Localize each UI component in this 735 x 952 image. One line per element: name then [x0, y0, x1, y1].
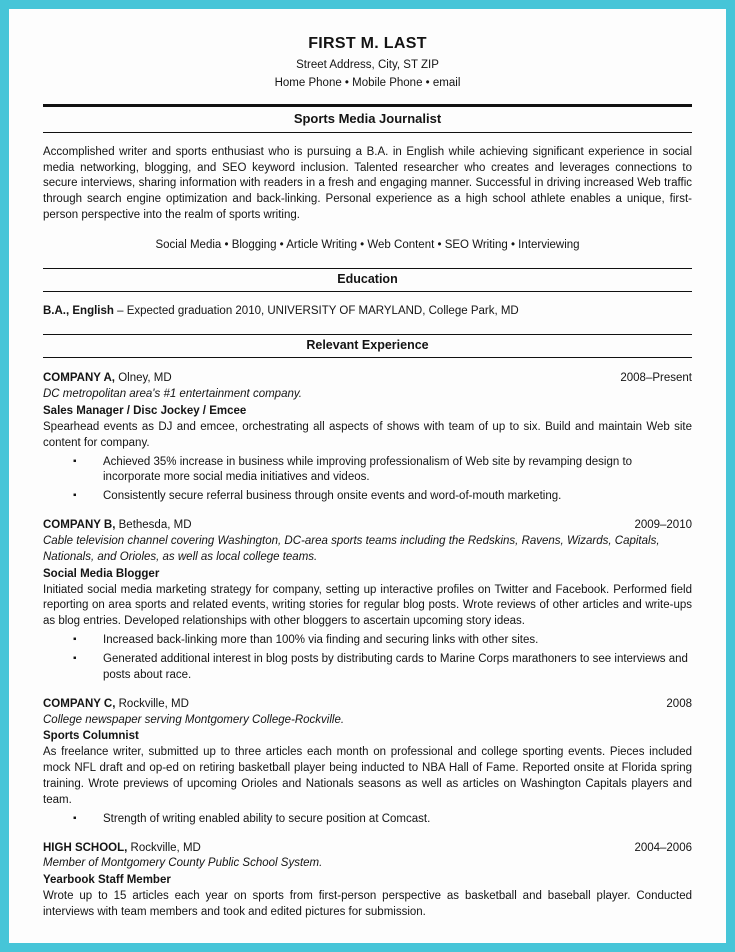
company-description: College newspaper serving Montgomery College-Rockville.: [43, 713, 345, 726]
company-name: COMPANY A,: [43, 372, 115, 385]
job-bullet: ▪ Consistently secure referral business through onsite events and word-of-mouth marketing.: [73, 489, 692, 505]
job-company-line: [43, 697, 189, 713]
resume-title: Sports Media Journalist: [293, 110, 442, 126]
education-detail: – Expected graduation 2010, UNIVERSITY OF MARYLAND, College Park, MD: [117, 305, 519, 318]
job-dates: 2008–Present: [620, 372, 692, 385]
job-entry: [43, 841, 692, 921]
job-header: [43, 841, 692, 857]
job-entry: [43, 697, 692, 828]
job-company-line: [43, 518, 192, 534]
company-name: COMPANY B,: [43, 519, 116, 532]
job-detail: As freelance writer, submitted up to three articles each month on professional and college sporting events. Pieces included mock NFL draft and op-ed on retiring basketball player being inducted to NBA Hall of Fame. Reported onsite at Florida spring training. Wrote previews of upcoming Orioles and Nationals seasons as well as articles on Washington Capitals players and team.: [43, 746, 692, 806]
job-bullets: [43, 455, 692, 506]
street-address: Street Address, City, ST ZIP: [296, 59, 439, 72]
job-bullet: ▪ Increased back-linking more than 100% via finding and securing links with other sites.: [73, 633, 692, 649]
company-description: DC metropolitan area's #1 entertainment company.: [43, 388, 302, 401]
section-band-education: [43, 268, 692, 292]
job-header: [43, 697, 692, 713]
company-description: Cable television channel covering Washington, DC-area sports teams including the Redskins, Ravens, Wizards, Capitals, Nationals, and Orioles, as well as local college teams.: [43, 534, 660, 563]
job-role: Yearbook Staff Member: [43, 874, 171, 887]
education-degree: B.A., English: [43, 305, 114, 318]
keywords-line: Social Media • Blogging • Article Writing • Web Content • SEO Writing • Interviewing: [155, 239, 580, 252]
job-dates: 2008: [666, 697, 692, 710]
job-bullets: [43, 633, 692, 684]
company-name: HIGH SCHOOL,: [43, 841, 128, 854]
title-band: [43, 104, 692, 133]
resume-page: [9, 9, 726, 943]
job-bullet: ▪ Strength of writing enabled ability to secure position at Comcast.: [73, 812, 692, 828]
job-role: Sports Columnist: [43, 730, 139, 743]
job-role: Sales Manager / Disc Jockey / Emcee: [43, 404, 247, 417]
job-detail: Wrote up to 15 articles each year on sports from first-person perspective as basketball and baseball player. Conducted interviews with team members and took and edited pictures for submission.: [43, 890, 692, 919]
company-description: Member of Montgomery County Public School System.: [43, 857, 323, 870]
job-dates: 2004–2006: [634, 841, 692, 854]
job-role: Social Media Blogger: [43, 567, 160, 580]
job-bullets: [43, 812, 692, 828]
section-heading-education: Education: [337, 271, 398, 286]
job-company-line: [43, 371, 172, 387]
company-name: COMPANY C,: [43, 697, 116, 710]
job-detail: Initiated social media marketing strategy for company, setting up interactive profiles on Twitter and Facebook. Performed field reporting on area sports and related events, writing stories for regular blog posts. Wrote reviews of other articles and write-ups as blog entries. Developed relationships with other bloggers to ascertain upcoming story ideas.: [43, 583, 692, 628]
job-dates: 2009–2010: [634, 519, 692, 532]
job-bullet: ▪ Generated additional interest in blog posts by distributing cards to Marine Corps marathoners to see interviews and posts about race.: [73, 652, 692, 684]
job-header: [43, 371, 692, 387]
education-entry: [43, 304, 692, 320]
job-entry: [43, 371, 692, 505]
section-band-experience: [43, 334, 692, 358]
summary-paragraph: Accomplished writer and sports enthusiast who is pursuing a B.A. in English while achieving significant experience in social media networking, blogging, and SEO keyword inclusion. Talented researcher who creates and leverages connections to secure interviews, sharing information with readers in a fresh and engaging manner. Successful in driving increased Web traffic through search engine optimization and back-linking. Personal experience as a high school athlete enables a unique, first-person perspective into the realm of sports writing.: [43, 145, 692, 222]
contact-line: Home Phone • Mobile Phone • email: [274, 76, 461, 89]
candidate-name: FIRST M. LAST: [308, 35, 427, 52]
job-detail: Spearhead events as DJ and emcee, orchestrating all aspects of shows with team of up to six. Build and maintain Web site content for company.: [43, 420, 692, 449]
resume-header: [43, 33, 692, 92]
job-company-line: [43, 841, 201, 857]
company-location: Rockville, MD: [118, 697, 189, 710]
job-header: [43, 518, 692, 534]
job-entry: [43, 518, 692, 684]
company-location: Rockville, MD: [130, 841, 201, 854]
section-heading-experience: Relevant Experience: [306, 338, 429, 352]
company-location: Olney, MD: [118, 372, 172, 385]
job-bullet: ▪ Achieved 35% increase in business while improving professionalism of Web site by revamping design to incorporate more social media initiatives and videos.: [73, 455, 692, 487]
company-location: Bethesda, MD: [118, 519, 192, 532]
